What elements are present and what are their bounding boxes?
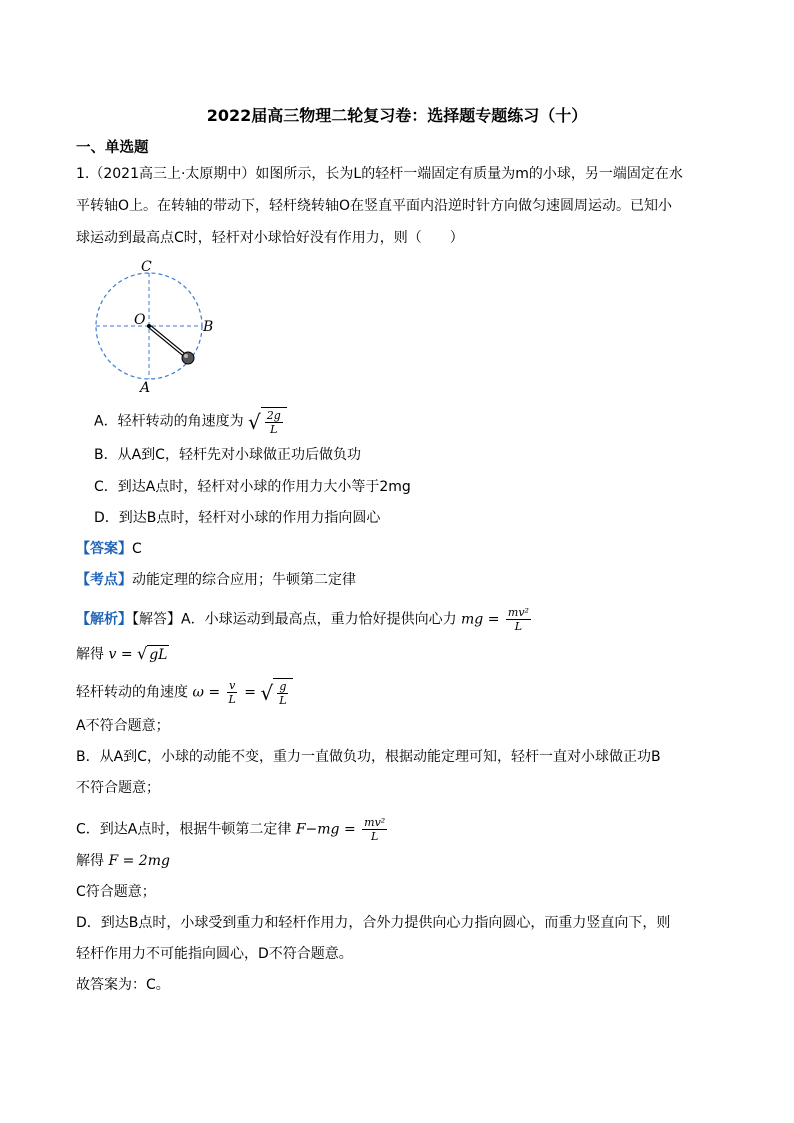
ball-highlight [184, 354, 188, 358]
analysis-a-line [76, 606, 533, 633]
solve-v-line [76, 645, 169, 664]
c-analysis-line [76, 816, 389, 843]
option-d: D．到达B点时，轻杆对小球的作用力指向圆心 [94, 510, 381, 526]
omega-fraction [227, 679, 238, 706]
question-line-1: 1.（2021高三上·太原期中）如图所示，长为L的轻杆一端固定有质量为m的小球，另一端固定在水 [76, 166, 683, 182]
analysis-a-lhs: mg = [461, 611, 500, 628]
analysis-a-text: 【解答】A．小球运动到最高点，重力恰好提供向心力 [132, 611, 457, 628]
omega-lhs: ω = [192, 684, 221, 701]
c-analysis-numerator: mv² [364, 816, 386, 829]
option-c: C．到达A点时，轻杆对小球的作用力大小等于2mg [94, 479, 411, 495]
c-analysis-text: C．到达A点时，根据牛顿第二定律 [76, 821, 292, 838]
option-a-denominator: L [270, 423, 278, 436]
topic-value: 动能定理的综合应用；牛顿第二定律 [132, 572, 356, 588]
topic-label: 【考点】 [76, 572, 132, 588]
solve-f-text: 解得 [76, 853, 104, 869]
omega-text: 轻杆转动的角速度 [76, 684, 188, 701]
section-heading: 一、单选题 [76, 140, 149, 156]
solve-v-text: 解得 [76, 646, 104, 663]
option-a-numerator: 2g [266, 409, 281, 422]
b-analysis-line-1: B．从A到C，小球的动能不变，重力一直做负功，根据动能定理可知，轻杆一直对小球做正功B [76, 749, 661, 765]
pivot-point [147, 324, 151, 328]
answer-line [76, 541, 142, 558]
question-line-2: 平转轴O上。在转轴的带动下，轻杆绕转轴O在竖直平面内沿逆时针方向做匀速圆周运动。已知小 [76, 198, 673, 214]
label-b: B [203, 319, 214, 335]
solve-f-equation: F = 2mg [108, 853, 170, 869]
a-conclusion: A不符合题意； [76, 718, 170, 734]
analysis-a-denominator: L [514, 620, 523, 633]
label-a: A [140, 380, 151, 395]
sqrt-expression: √ $\frac{2g}{L}$ [248, 407, 287, 436]
topic-line [76, 572, 356, 589]
light-rod-highlight [149, 326, 188, 358]
b-analysis-line-2: 不符合题意； [76, 780, 160, 796]
answer-value: C [132, 541, 142, 557]
ball [182, 352, 194, 364]
circle-diagram [90, 255, 230, 395]
analysis-label: 【解析】 [76, 611, 132, 628]
omega-sqrt: √ $\frac{g}{L}$ [260, 678, 292, 707]
option-a-text: A．轻杆转动的角速度为 [94, 413, 244, 430]
c-analysis-fraction [362, 816, 387, 843]
c-analysis-denominator: L [371, 830, 379, 843]
solve-v-lhs: v = [108, 646, 137, 663]
solve-v-radicand: gL [149, 647, 168, 663]
d-analysis-line-2: 轻杆作用力不可能指向圆心，D不符合题意。 [76, 946, 353, 962]
label-c: C [141, 259, 152, 275]
final-answer: 故答案为：C。 [76, 977, 170, 993]
answer-label: 【答案】 [76, 541, 132, 557]
c-conclusion: C符合题意； [76, 884, 156, 900]
d-analysis-line-1: D．到达B点时，小球受到重力和轻杆作用力，合外力提供向心力指向圆心，而重力竖直向下，则 [76, 915, 671, 931]
label-o: O [134, 312, 146, 328]
omega-rad-numerator: g [279, 680, 287, 693]
solve-v-sqrt: √ gL [137, 644, 168, 664]
analysis-a-numerator: mv² [507, 606, 529, 619]
omega-denominator: L [228, 693, 236, 706]
page-title: 2022届高三物理二轮复习卷：选择题专题练习（十） [206, 106, 588, 125]
question-line-3: 球运动到最高点C时，轻杆对小球恰好没有作用力，则（ ） [76, 230, 464, 246]
solve-f-line [76, 853, 170, 870]
omega-rad-denominator: L [279, 694, 287, 707]
omega-numerator: v [229, 679, 236, 692]
option-a [94, 407, 287, 436]
omega-equals: = [244, 684, 257, 701]
omega-line [76, 678, 293, 707]
option-b: B．从A到C，轻杆先对小球做正功后做负功 [94, 447, 361, 463]
analysis-a-fraction [506, 606, 531, 633]
c-analysis-lhs: F−mg = [295, 821, 356, 838]
